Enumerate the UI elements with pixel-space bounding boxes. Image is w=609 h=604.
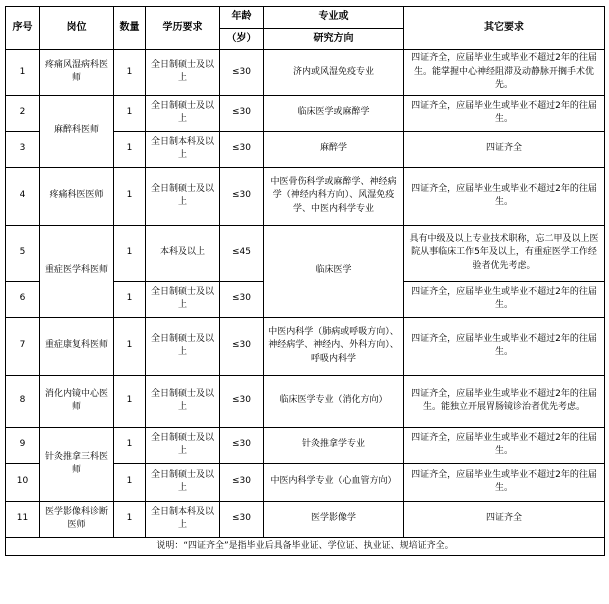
cell-count: 1 [114,50,146,96]
cell-other: 四证齐全 [404,501,605,537]
cell-other: 具有中级及以上专业技术职称，忘二甲及以上医院从事临床工作5年及以上，有重症医学工作经验者优先考虑。 [404,225,605,281]
cell-position: 重症康复科医师 [40,317,114,375]
header-age [220,7,264,50]
cell-age: ≤30 [220,131,264,167]
cell-count: 1 [114,317,146,375]
cell-seq: 2 [6,95,40,131]
table-header [6,7,605,50]
footnote-row [6,537,605,556]
header-row [6,7,605,50]
cell-count: 1 [114,131,146,167]
cell-other: 四证齐全，应届毕业生或毕业不超过2年的往届生。 [404,463,605,501]
cell-education: 本科及以上 [146,225,220,281]
cell-count: 1 [114,281,146,317]
table-row [6,375,605,427]
cell-major: 临床医学专业（消化方向） [264,375,404,427]
cell-education: 全日制硕士及以上 [146,281,220,317]
cell-other: 四证齐全 [404,131,605,167]
cell-education: 全日制硕士及以上 [146,95,220,131]
cell-seq: 8 [6,375,40,427]
cell-major: 中医骨伤科学或麻醉学、神经病学（神经内科方向）、风湿免疫学、中医内科学专业 [264,167,404,225]
cell-seq: 11 [6,501,40,537]
table-row [6,225,605,281]
header-other: 其它要求 [404,7,605,50]
cell-other: 四证齐全，应届毕业生或毕业不超过2年的往届生。 [404,317,605,375]
cell-age: ≤30 [220,427,264,463]
cell-education: 全日制硕士及以上 [146,317,220,375]
cell-count: 1 [114,225,146,281]
cell-age: ≤30 [220,463,264,501]
cell-age: ≤30 [220,50,264,96]
cell-major: 济内或风湿免疫专业 [264,50,404,96]
cell-seq: 9 [6,427,40,463]
cell-position: 医学影像科诊断医师 [40,501,114,537]
cell-major: 医学影像学 [264,501,404,537]
cell-age: ≤30 [220,167,264,225]
cell-major: 中医内科学（肺病或呼吸方向）、神经病学、神经内、外科方向）、呼吸内科学 [264,317,404,375]
cell-other: 四证齐全，应届毕业生或毕业不超过2年的往届生。 [404,427,605,463]
header-age-line1: 年龄 [220,7,263,29]
cell-position: 消化内镜中心医师 [40,375,114,427]
recruitment-table [5,6,605,556]
cell-position: 疼痛科医医师 [40,167,114,225]
table-row [6,167,605,225]
header-position: 岗位 [40,7,114,50]
cell-count: 1 [114,95,146,131]
cell-age: ≤30 [220,95,264,131]
header-education: 学历要求 [146,7,220,50]
cell-education: 全日制硕士及以上 [146,463,220,501]
header-seq: 序号 [6,7,40,50]
header-major [264,7,404,50]
header-major-line2: 研究方向 [313,32,354,44]
cell-age: ≤30 [220,501,264,537]
cell-seq: 10 [6,463,40,501]
table-row [6,95,605,131]
cell-other: 四证齐全，应届毕业生或毕业不超过2年的往届生。 [404,167,605,225]
cell-count: 1 [114,427,146,463]
cell-education: 全日制本科及以上 [146,131,220,167]
cell-education: 全日制硕士及以上 [146,167,220,225]
header-major-line1: 专业或 [264,7,403,29]
cell-seq: 3 [6,131,40,167]
cell-major: 麻醉学 [264,131,404,167]
table-row [6,317,605,375]
cell-position: 重症医学科医师 [40,225,114,317]
cell-major: 临床医学或麻醉学 [264,95,404,131]
cell-seq: 5 [6,225,40,281]
cell-position: 针灸推拿三科医师 [40,427,114,501]
cell-count: 1 [114,463,146,501]
cell-seq: 4 [6,167,40,225]
table-row [6,501,605,537]
cell-education: 全日制本科及以上 [146,501,220,537]
table-body [6,50,605,556]
cell-seq: 6 [6,281,40,317]
cell-seq: 1 [6,50,40,96]
cell-other: 四证齐全，应届毕业生或毕业不超过2年的往届生。 [404,281,605,317]
header-age-line2: （岁） [226,32,257,44]
cell-age: ≤30 [220,281,264,317]
cell-position: 麻醉科医师 [40,95,114,167]
cell-seq: 7 [6,317,40,375]
cell-major: 临床医学 [264,225,404,317]
header-count: 数量 [114,7,146,50]
cell-other: 四证齐全，应届毕业生或毕业不超过2年的往届生。能独立开展胃肠镜诊治者优先考虑。 [404,375,605,427]
cell-other: 四证齐全，应届毕业生或毕业不超过2年的往届生。 [404,95,605,131]
table-row [6,427,605,463]
cell-education: 全日制硕士及以上 [146,427,220,463]
cell-education: 全日制硕士及以上 [146,375,220,427]
cell-count: 1 [114,501,146,537]
footnote: 说明：“四证齐全”是指毕业后具备毕业证、学位证、执业证、规培证齐全。 [6,537,605,556]
cell-age: ≤30 [220,375,264,427]
table-row [6,50,605,96]
cell-position: 疼痛风湿病科医师 [40,50,114,96]
cell-age: ≤45 [220,225,264,281]
cell-major: 中医内科学专业（心血管方向） [264,463,404,501]
cell-other: 四证齐全，应届毕业生或毕业不超过2年的往届生。能掌握中心神经阻滞及动静脉开搁手术优先。 [404,50,605,96]
cell-major: 针灸推拿学专业 [264,427,404,463]
cell-age: ≤30 [220,317,264,375]
cell-count: 1 [114,167,146,225]
cell-count: 1 [114,375,146,427]
cell-education: 全日制硕士及以上 [146,50,220,96]
